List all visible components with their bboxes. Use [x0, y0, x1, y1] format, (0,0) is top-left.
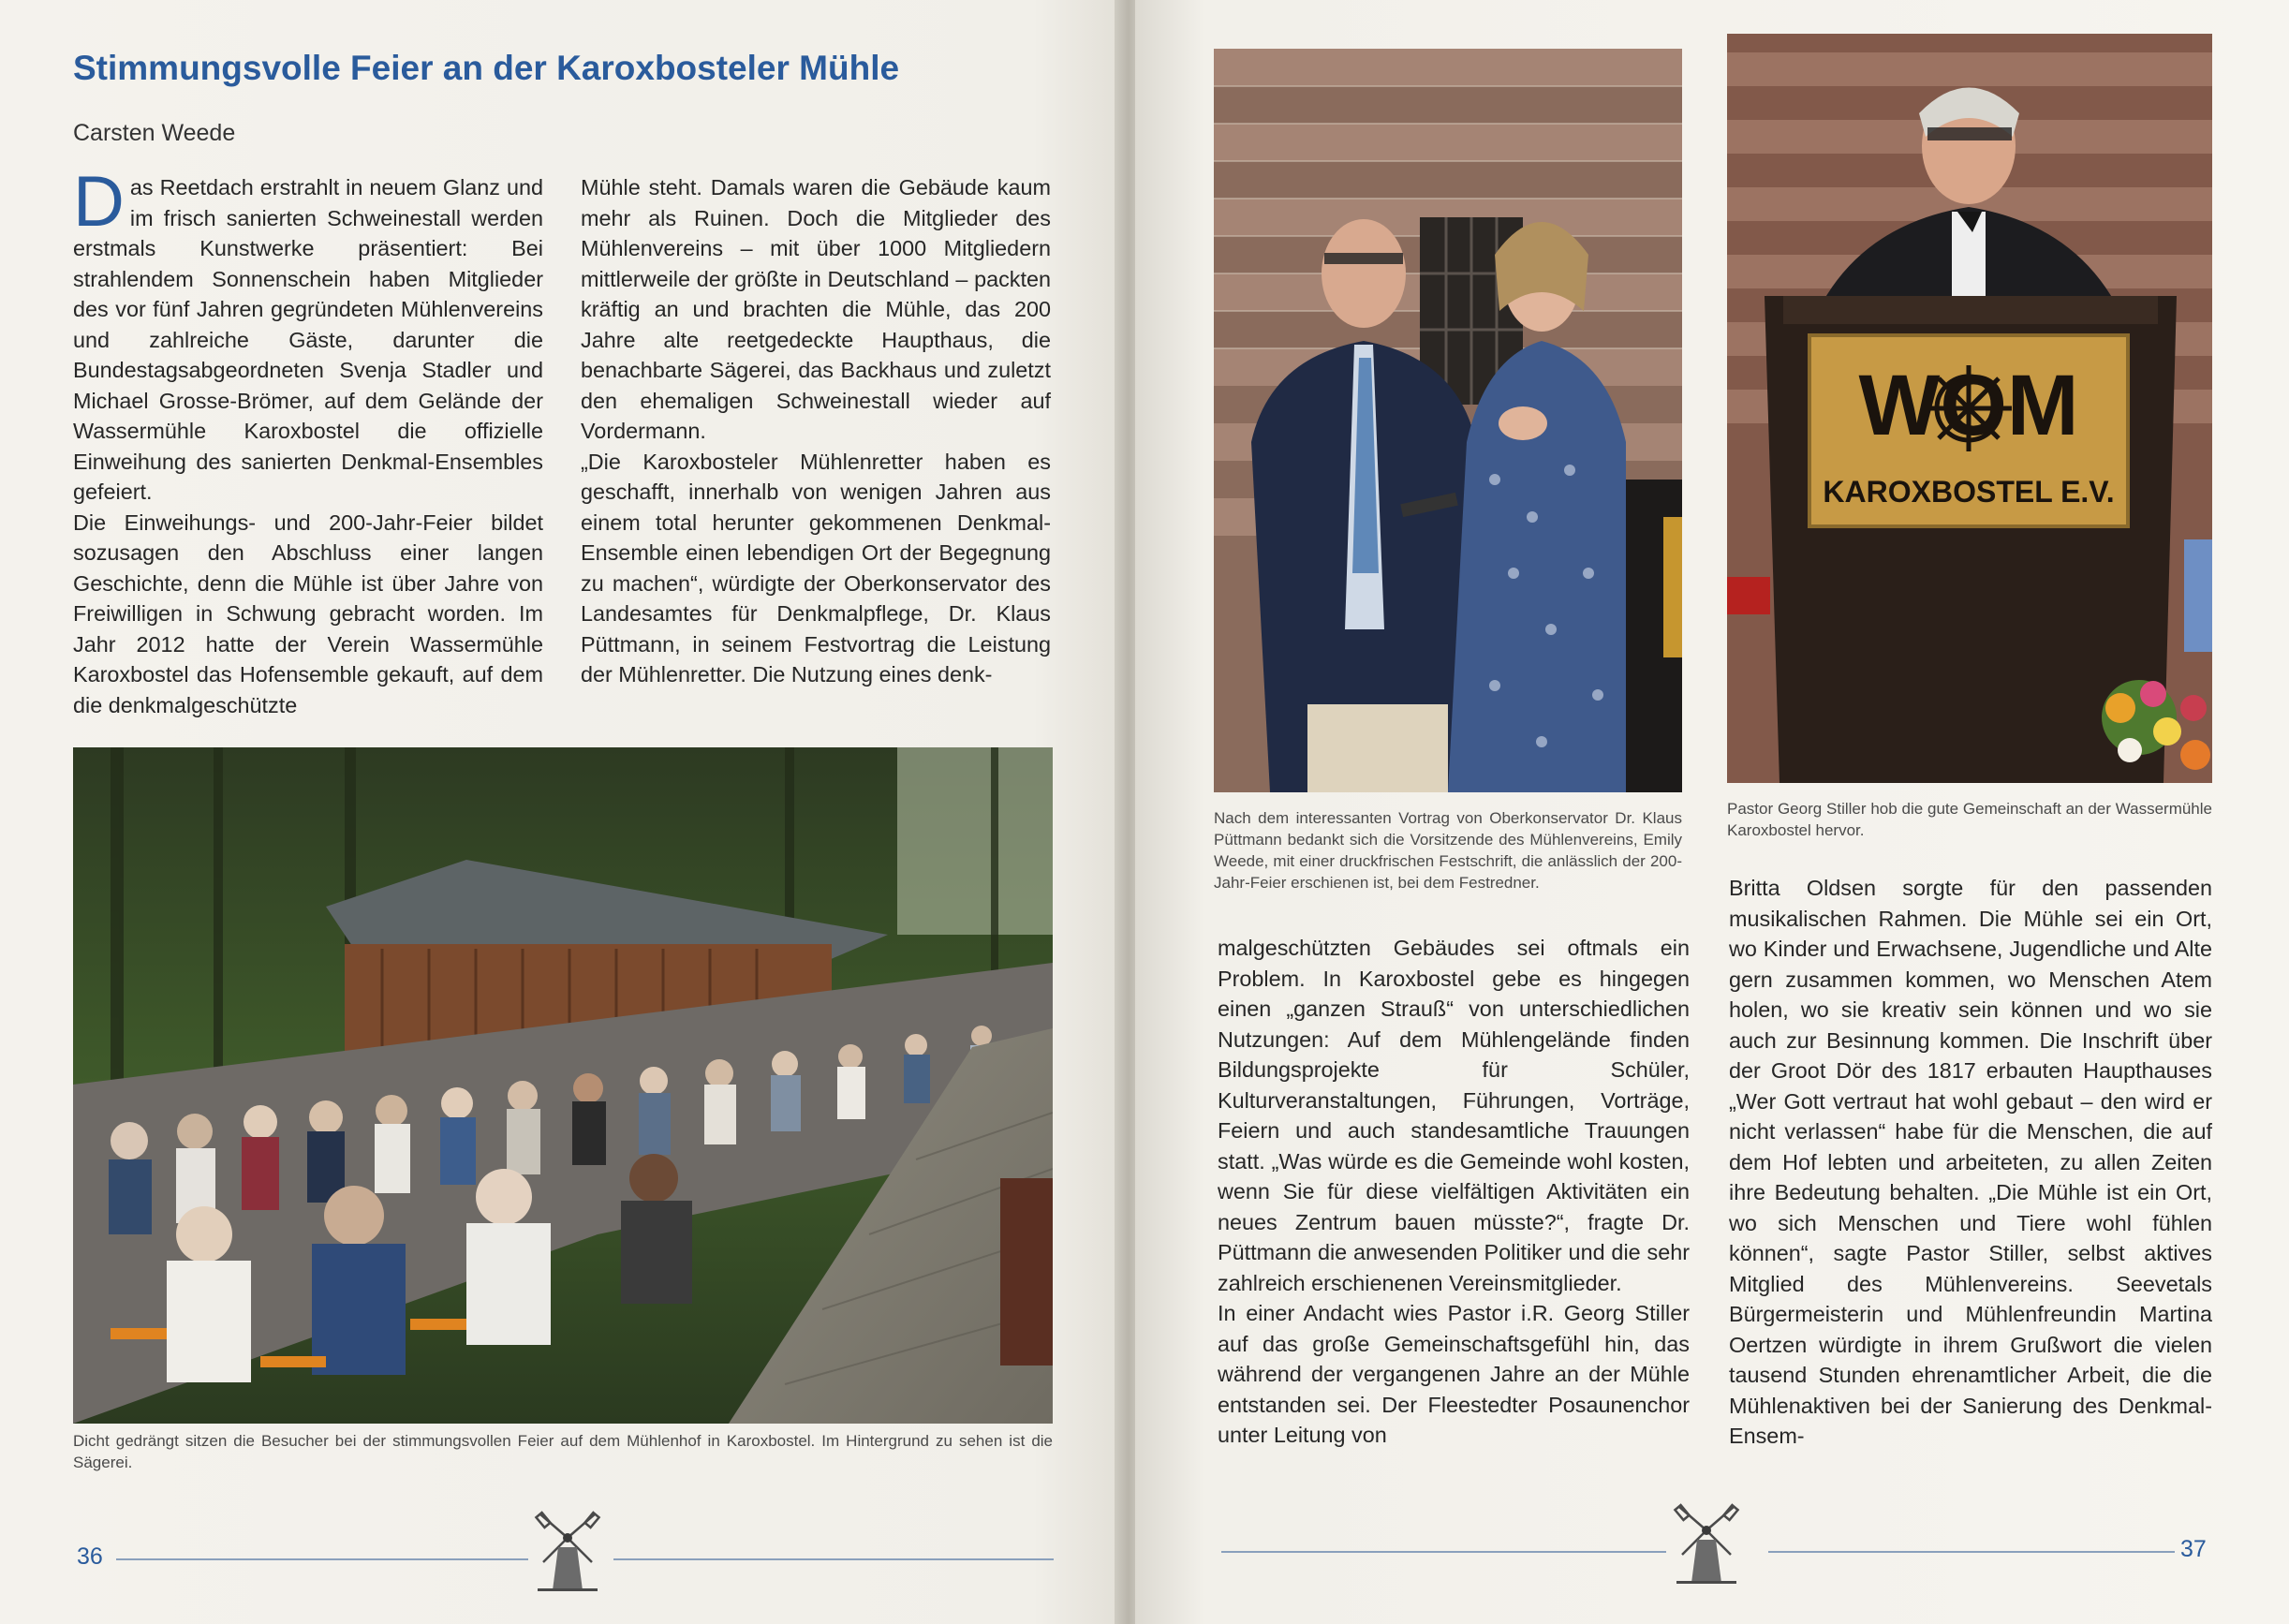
text-column-2	[581, 172, 1051, 690]
paragraph: In einer Andacht wies Pastor i.R. Georg Stiller auf das große Gemeinschaftsgefühl hin, das während der vergangenen Jahre an der Mühle entstanden sei. Der Fleestedter Posaunenchor unter Leitung von	[1218, 1301, 1690, 1447]
windmill-icon	[1669, 1502, 1744, 1591]
footer-rule-left	[1221, 1551, 1666, 1553]
lectern-sign-text: KAROXBOSTEL E.V.	[1823, 475, 2115, 509]
footer-rule-right	[1768, 1551, 2175, 1553]
pastor-photo-caption: Pastor Georg Stiller hob die gute Gemeinschaft an der Wassermühle Karoxbostel hervor.	[1727, 800, 2212, 839]
windmill-icon	[530, 1510, 605, 1599]
page-number-left: 36	[77, 1543, 103, 1570]
text-column-3	[1218, 933, 1690, 1451]
paragraph: Das Reetdach erstrahlt in neuem Glanz und im frisch sanierten Schweinestall werden erstmals Kunstwerke präsentiert: Bei strahlendem Sonnenschein haben Mitglieder des vor fünf Jahren gegründeten Mühlenvereins und zahlreiche Gäste, darunter die Bundestagsabgeordneten Svenja Stadler und Michael Grosse-Brömer, auf dem Gelände der Wassermühle Karoxbostel die offizielle Einweihung des sanierten Denkmal-Ensembles gefeiert.	[73, 162, 543, 504]
text-column-1	[73, 162, 543, 720]
lectern-sign-logo: WOM	[1858, 358, 2079, 453]
drop-cap: D	[73, 162, 125, 242]
paragraph: malgeschützten Gebäudes sei oftmals ein Problem. In Karoxbostel gebe es hingegen einen „ganzen Strauß“ von unterschiedlichen Nutzungen: Auf dem Mühlengelände finden Bildungsprojekte für Schüler, Kulturveranstaltungen, Führungen, Vorträge, Feiern und auch standesamtliche Trauungen statt. „Was würde es die Gemeinde wohl kosten, wenn Sie für diese vielfältigen Aktivitäten ein neues Zentrum bauen müsste?“, fragte Dr. Püttmann die anwesenden Politiker und die sehr zahlreich erschienenen Vereinsmitglieder.	[1218, 936, 1690, 1295]
paragraph: „Die Karoxbosteler Mühlenretter haben es geschafft, innerhalb von wenigen Jahren aus einem total herunter gekommenen Denkmal-Ensemble einen lebendigen Ort der Begegnung zu machen“, würdigte der Oberkonservator des Landesamtes für Denkmalpflege, Dr. Klaus Püttmann, in seinem Festvortrag die Leistung der Mühlenretter. Die Nutzung eines denk-	[581, 449, 1051, 687]
paragraph: Britta Oldsen sorgte für den passenden musikalischen Rahmen. Die Mühle sei ein Ort, wo Kinder und Erwachsene, Jugendliche und Alte gern zusammen kommen, wo Menschen Atem holen, wo sie kreativ sein können und wo sie auch zur Besinnung kommen. Die Inschrift über der Groot Dör des 1817 erbauten Haupthauses „Wer Gott vertraut hat wohl gebaut – den wird er nicht verlassen“ habe für die Menschen, die auf dem Hof lebten und arbeiteten, zu allen Zeiten ihre Bedeutung behalten. „Die Mühle ist ein Ort, wo sich Menschen und Tiere wohl fühlen können“, sagte Pastor Stiller, selbst aktives Mitglied des Mühlenvereins. Seevetals Bürgermeisterin und Mühlenfreundin Martina Oertzen würdigte in ihrem Grußwort die vielen tausend Stunden ehrenamtlicher Arbeit, die die Mühlenaktiven bei der Sanierung des Denkmal-Ensem-	[1729, 876, 2212, 1448]
speakers-photo-caption: Nach dem interessanten Vortrag von Oberkonservator Dr. Klaus Püttmann bedankt sich die Vorsitzende des Mühlenvereins, Emily Weede, mit einer druckfrischen Festschrift, die anlässlich der 200-Jahr-Feier erschienen ist, bei dem Festredner.	[1214, 809, 1682, 892]
pastor-photo	[1727, 34, 2212, 783]
article-author: Carsten Weede	[73, 120, 236, 146]
article-title: Stimmungsvolle Feier an der Karoxbosteler Mühle	[73, 49, 900, 87]
paragraph: Mühle steht. Damals waren die Gebäude kaum mehr als Ruinen. Doch die Mitglieder des Mühlenvereins – mit über 1000 Mitgliedern mittlerweile der größte in Deutschland – packten kräftig an und brachten die Mühle, das 200 Jahre alte reetgedeckte Haupthaus, die benachbarte Sägerei, das Backhaus und zuletzt den ehemaligen Schweinestall wieder auf Vordermann.	[581, 175, 1051, 443]
audience-photo	[73, 747, 1053, 1424]
footer-rule-right	[613, 1558, 1054, 1560]
paragraph: Die Einweihungs- und 200-Jahr-Feier bildet sozusagen den Abschluss einer langen Geschichte, denn die Mühle ist über Jahre von Freiwilligen in Schwung gebracht worden. Im Jahr 2012 hatte der Verein Wassermühle Karoxbostel das Hofensemble gekauft, auf dem die denkmalgeschützte	[73, 509, 543, 717]
speakers-photo	[1214, 49, 1682, 792]
footer-rule-left	[116, 1558, 528, 1560]
audience-photo-caption: Dicht gedrängt sitzen die Besucher bei der stimmungsvollen Feier auf dem Mühlenhof in Karoxbostel. Im Hintergrund zu sehen ist die Sägerei.	[73, 1432, 1053, 1471]
right-page	[1135, 0, 2289, 1624]
left-page	[0, 0, 1124, 1624]
text-column-4	[1729, 873, 2212, 1452]
page-number-right: 37	[2180, 1536, 2207, 1562]
